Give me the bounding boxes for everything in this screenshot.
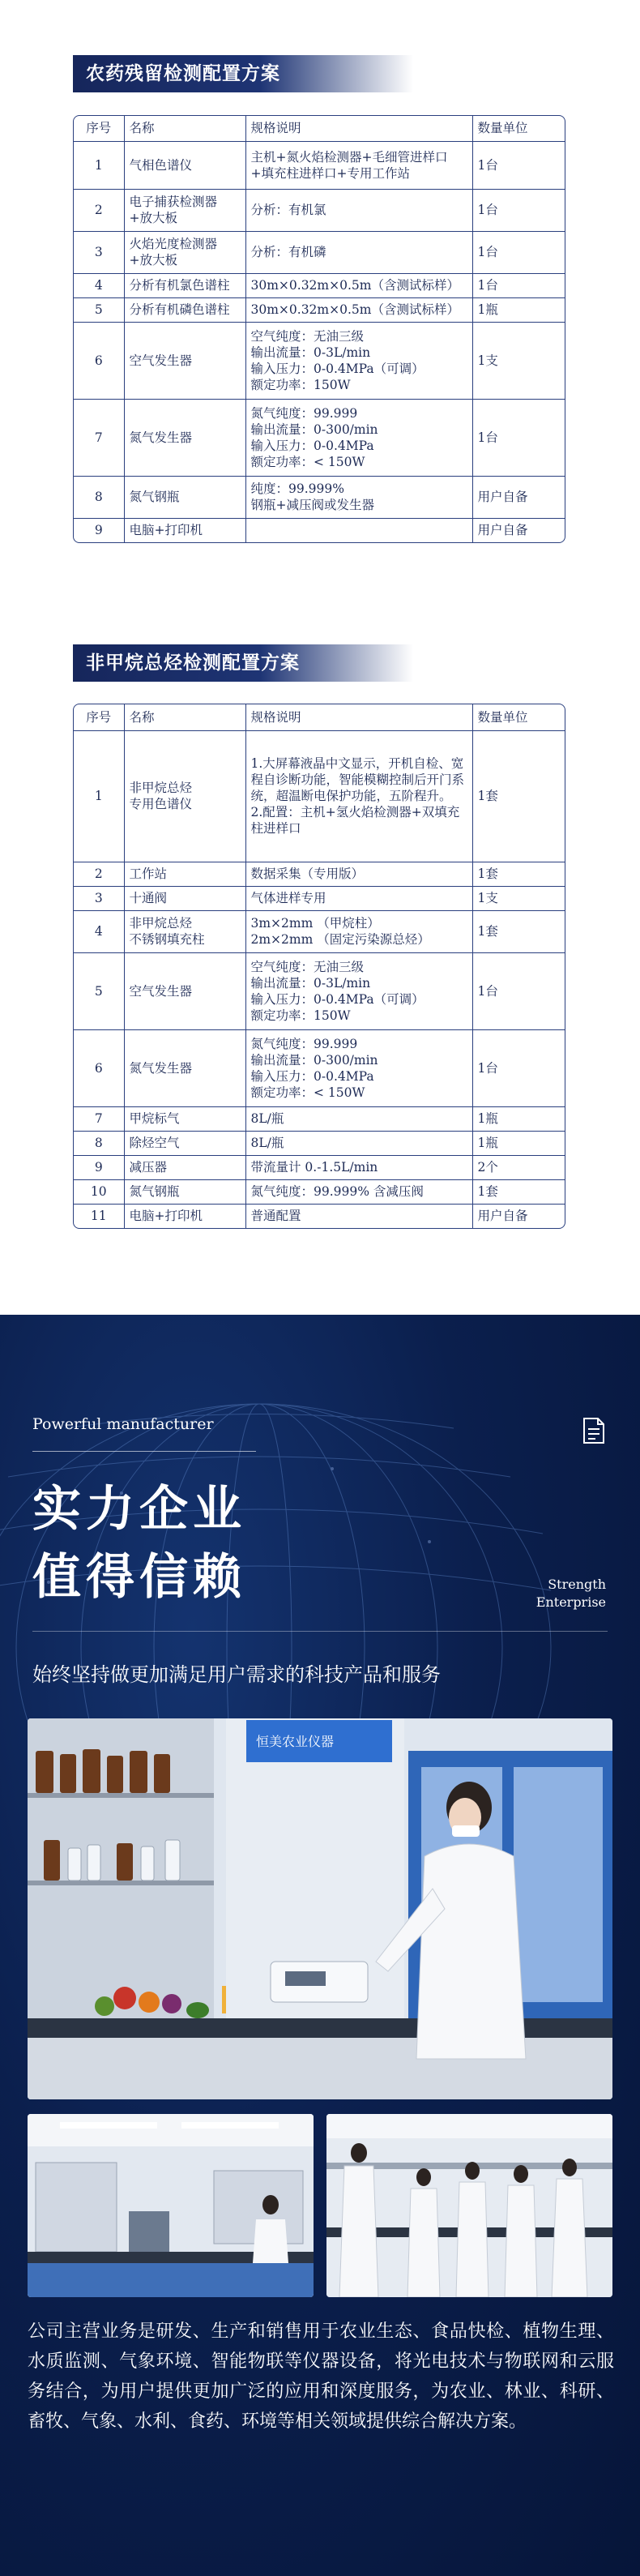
cell-spec: 30m×0.32m×0.5m（含测试标样） bbox=[245, 297, 472, 322]
cell-no: 2 bbox=[74, 189, 124, 231]
cell-no: 4 bbox=[74, 273, 124, 297]
cell-no: 6 bbox=[74, 1029, 124, 1106]
cell-name: 分析有机氯色谱柱 bbox=[124, 273, 245, 297]
subtitle-underline bbox=[32, 1451, 256, 1452]
cell-no: 8 bbox=[74, 1131, 124, 1155]
cell-no: 4 bbox=[74, 910, 124, 952]
strength-word: Strength bbox=[548, 1577, 606, 1592]
nmhc-section-title: 非甲烷总烃检测配置方案 bbox=[73, 644, 413, 682]
cell-name: 十通阀 bbox=[124, 886, 245, 910]
table-row bbox=[74, 476, 565, 518]
cell-no: 3 bbox=[74, 231, 124, 273]
cell-spec: 8L/瓶 bbox=[245, 1106, 472, 1131]
table-row bbox=[74, 518, 565, 542]
header-no: 序号 bbox=[74, 116, 124, 141]
table-row bbox=[74, 189, 565, 231]
team-photo-right bbox=[326, 2114, 612, 2297]
table-row bbox=[74, 730, 565, 862]
lab-photo-left bbox=[28, 2114, 314, 2297]
cell-name: 分析有机磷色谱柱 bbox=[124, 297, 245, 322]
cell-spec: 数据采集（专用版） bbox=[245, 862, 472, 886]
cell-no: 1 bbox=[74, 141, 124, 189]
cell-no: 7 bbox=[74, 399, 124, 476]
table-row bbox=[74, 1179, 565, 1204]
cell-qty: 用户自备 bbox=[472, 1204, 565, 1228]
cell-name: 空气发生器 bbox=[124, 952, 245, 1029]
cell-no: 11 bbox=[74, 1204, 124, 1228]
cell-qty: 1套 bbox=[472, 862, 565, 886]
cell-qty: 1套 bbox=[472, 1179, 565, 1204]
table-row bbox=[74, 322, 565, 399]
table-row bbox=[74, 1106, 565, 1131]
cell-spec: 带流量计 0.-1.5L/min bbox=[245, 1155, 472, 1179]
cell-spec: 普通配置 bbox=[245, 1204, 472, 1228]
cell-no: 7 bbox=[74, 1106, 124, 1131]
table-row bbox=[74, 231, 565, 273]
company-description: 公司主营业务是研发、生产和销售用于农业生态、食品快检、植物生理、水质监测、气象环境、智能物联等仪器设备，将光电技术与物联网和云服务结合，为用户提供更加广泛的应用和深度服务，为农业、林业、科研、畜牧、气象、水利、食药、环境等相关领域提供综合解决方案。 bbox=[28, 2321, 614, 2432]
cell-name: 非甲烷总烃 不锈钢填充柱 bbox=[124, 910, 245, 952]
table-row bbox=[74, 910, 565, 952]
cell-qty: 1套 bbox=[472, 730, 565, 862]
cell-qty: 1支 bbox=[472, 322, 565, 399]
table-row bbox=[74, 399, 565, 476]
headline-strong-enterprise: 实力企业 bbox=[32, 1481, 246, 1538]
cell-name: 电脑+打印机 bbox=[124, 518, 245, 542]
cell-spec: 主机+氮火焰检测器+毛细管进样口 +填充柱进样口+专用工作站 bbox=[245, 141, 472, 189]
lab-screen-text: 恒美农业仪器 bbox=[256, 1734, 335, 1749]
cell-qty: 1台 bbox=[472, 952, 565, 1029]
cell-spec: 空气纯度：无油三级 输出流量：0-3L/min 输入压力：0-0.4MPa（可调） 额定功率：150W bbox=[245, 952, 472, 1029]
table-row bbox=[74, 1155, 565, 1179]
pesticide-section-title: 农药残留检测配置方案 bbox=[73, 55, 413, 92]
enterprise-word: Enterprise bbox=[535, 1594, 606, 1610]
cell-qty: 用户自备 bbox=[472, 518, 565, 542]
cell-spec: 纯度：99.999% 钢瓶+减压阀或发生器 bbox=[245, 476, 472, 518]
header-qty: 数量单位 bbox=[472, 116, 565, 141]
cell-name: 氮气钢瓶 bbox=[124, 476, 245, 518]
cell-qty: 1瓶 bbox=[472, 1131, 565, 1155]
cell-name: 氮气钢瓶 bbox=[124, 1179, 245, 1204]
cell-name: 气相色谱仪 bbox=[124, 141, 245, 189]
cell-name: 电子捕获检测器 +放大板 bbox=[124, 189, 245, 231]
cell-qty: 1台 bbox=[472, 399, 565, 476]
pesticide-config-table bbox=[73, 115, 565, 543]
table-row bbox=[74, 886, 565, 910]
cell-spec: 3m×2mm （甲烷柱） 2m×2mm （固定污染源总烃） bbox=[245, 910, 472, 952]
enterprise-section bbox=[0, 1315, 640, 2576]
cell-no: 6 bbox=[74, 322, 124, 399]
headline-trustworthy: 值得信赖 bbox=[32, 1549, 246, 1606]
cell-qty: 1台 bbox=[472, 231, 565, 273]
table-row bbox=[74, 862, 565, 886]
table-row bbox=[74, 141, 565, 189]
cell-no: 9 bbox=[74, 1155, 124, 1179]
cell-spec: 氮气纯度：99.999% 含减压阀 bbox=[245, 1179, 472, 1204]
strength-enterprise-label bbox=[536, 1576, 606, 1611]
cell-qty: 1瓶 bbox=[472, 1106, 565, 1131]
cell-name: 火焰光度检测器 +放大板 bbox=[124, 231, 245, 273]
table-row bbox=[74, 1131, 565, 1155]
cell-name: 除烃空气 bbox=[124, 1131, 245, 1155]
cell-no: 9 bbox=[74, 518, 124, 542]
header-no: 序号 bbox=[74, 704, 124, 730]
cell-spec: 分析：有机磷 bbox=[245, 231, 472, 273]
cell-qty: 1台 bbox=[472, 1029, 565, 1106]
cell-no: 2 bbox=[74, 862, 124, 886]
nmhc-config-table bbox=[73, 704, 565, 1229]
cell-qty: 1套 bbox=[472, 910, 565, 952]
slogan-text: 始终坚持做更加满足用户需求的科技产品和服务 bbox=[32, 1663, 441, 1686]
cell-qty: 1瓶 bbox=[472, 297, 565, 322]
cell-name: 氮气发生器 bbox=[124, 1029, 245, 1106]
cell-name: 空气发生器 bbox=[124, 322, 245, 399]
cell-name: 甲烷标气 bbox=[124, 1106, 245, 1131]
header-name: 名称 bbox=[124, 704, 245, 730]
cell-name: 氮气发生器 bbox=[124, 399, 245, 476]
document-icon bbox=[582, 1417, 606, 1444]
header-name: 名称 bbox=[124, 116, 245, 141]
header-spec: 规格说明 bbox=[245, 116, 472, 141]
lab-photo-main bbox=[28, 1718, 612, 2099]
cell-name: 非甲烷总烃 专用色谱仪 bbox=[124, 730, 245, 862]
cell-spec: 空气纯度：无油三级 输出流量：0-3L/min 输入压力：0-0.4MPa（可调） 额定功率：150W bbox=[245, 322, 472, 399]
cell-name: 工作站 bbox=[124, 862, 245, 886]
cell-name: 电脑+打印机 bbox=[124, 1204, 245, 1228]
header-qty: 数量单位 bbox=[472, 704, 565, 730]
cell-no: 3 bbox=[74, 886, 124, 910]
cell-no: 5 bbox=[74, 952, 124, 1029]
table-row bbox=[74, 952, 565, 1029]
header-spec: 规格说明 bbox=[245, 704, 472, 730]
cell-qty: 1台 bbox=[472, 189, 565, 231]
cell-no: 5 bbox=[74, 297, 124, 322]
table-row bbox=[74, 1204, 565, 1228]
powerful-manufacturer-label: Powerful manufacturer bbox=[32, 1415, 214, 1433]
lab-scene-illustration bbox=[28, 1718, 612, 2099]
cell-spec: 30m×0.32m×0.5m（含测试标样） bbox=[245, 273, 472, 297]
divider-line bbox=[32, 1631, 608, 1632]
cell-no: 1 bbox=[74, 730, 124, 862]
cell-spec: 分析：有机氯 bbox=[245, 189, 472, 231]
table-row bbox=[74, 297, 565, 322]
cell-qty: 1台 bbox=[472, 273, 565, 297]
cell-qty: 用户自备 bbox=[472, 476, 565, 518]
cell-spec: 氮气纯度：99.999 输出流量：0-300/min 输入压力：0-0.4MPa 额定功率：< 150W bbox=[245, 1029, 472, 1106]
table-row bbox=[74, 273, 565, 297]
cell-spec bbox=[245, 518, 472, 542]
team-illustration bbox=[326, 2114, 612, 2297]
cell-no: 8 bbox=[74, 476, 124, 518]
cell-qty: 2个 bbox=[472, 1155, 565, 1179]
cell-spec: 1.大屏幕液晶中文显示，开机自检、宽程自诊断功能，智能模糊控制后开门系统，超温断电保护功能，五阶程升。 2.配置：主机+氢火焰检测器+双填充柱进样口 bbox=[245, 730, 472, 862]
cell-qty: 1支 bbox=[472, 886, 565, 910]
cell-spec: 气体进样专用 bbox=[245, 886, 472, 910]
cell-name: 减压器 bbox=[124, 1155, 245, 1179]
cell-qty: 1台 bbox=[472, 141, 565, 189]
cell-no: 10 bbox=[74, 1179, 124, 1204]
cell-spec: 8L/瓶 bbox=[245, 1131, 472, 1155]
table-row bbox=[74, 1029, 565, 1106]
lab-room-illustration bbox=[28, 2114, 314, 2297]
cell-spec: 氮气纯度：99.999 输出流量：0-300/min 输入压力：0-0.4MPa 额定功率：< 150W bbox=[245, 399, 472, 476]
